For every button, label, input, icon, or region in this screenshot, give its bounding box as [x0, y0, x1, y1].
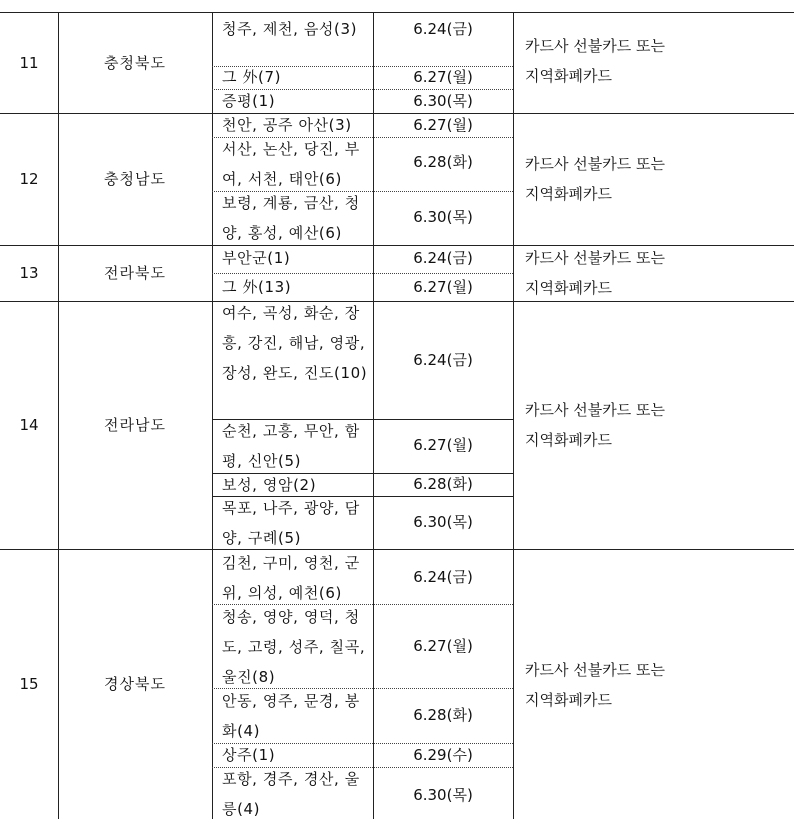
row-number: 12 — [19, 170, 39, 188]
area-list: 상주(1) — [222, 746, 276, 764]
payment-method-line: 카드사 선불카드 또는 — [525, 155, 665, 173]
province-name: 전라북도 — [104, 264, 166, 282]
distribution-date: 6.27(월) — [413, 116, 473, 134]
area-list: 증평(1) — [222, 92, 276, 110]
distribution-date: 6.24(금) — [413, 249, 473, 267]
payment-method-line: 지역화폐카드 — [525, 431, 612, 449]
area-list: 김천, 구미, 영천, 군위, 의성, 예천(6) — [222, 554, 360, 602]
province-name: 전라남도 — [104, 416, 166, 434]
payment-method-line: 카드사 선불카드 또는 — [525, 661, 665, 679]
area-list: 순천, 고흥, 무안, 함평, 신안(5) — [222, 422, 360, 470]
area-list: 안동, 영주, 문경, 봉화(4) — [222, 692, 360, 740]
payment-method-line: 카드사 선불카드 또는 — [525, 37, 665, 55]
distribution-date: 6.27(월) — [413, 278, 473, 296]
distribution-date: 6.30(목) — [413, 513, 473, 531]
payment-method — [513, 30, 794, 92]
distribution-date: 6.27(월) — [413, 637, 473, 655]
distribution-date: 6.24(금) — [413, 568, 473, 586]
province-name: 충청북도 — [104, 53, 166, 72]
area-list: 서산, 논산, 당진, 부여, 서천, 태안(6) — [222, 140, 360, 188]
payment-method-line: 지역화폐카드 — [525, 67, 612, 85]
distribution-date: 6.30(목) — [413, 786, 473, 804]
area-list: 천안, 공주 아산(3) — [222, 116, 352, 134]
row-number: 13 — [19, 264, 39, 282]
distribution-date: 6.30(목) — [413, 92, 473, 110]
area-list: 보성, 영암(2) — [222, 476, 317, 494]
payment-method-line: 지역화폐카드 — [525, 185, 612, 203]
payment-method-line: 카드사 선불카드 또는 — [525, 249, 665, 267]
payment-method — [513, 394, 794, 456]
area-list: 포항, 경주, 경산, 울릉(4) — [222, 770, 360, 818]
distribution-date: 6.29(수) — [413, 746, 473, 764]
area-list: 그 外(13) — [222, 278, 292, 296]
area-list: 그 外(7) — [222, 68, 282, 86]
payment-method-line: 지역화폐카드 — [525, 691, 612, 709]
row-number: 15 — [19, 675, 39, 693]
payment-method-line: 카드사 선불카드 또는 — [525, 401, 665, 419]
row-number: 11 — [19, 53, 39, 72]
payment-method — [513, 148, 794, 210]
distribution-date: 6.27(월) — [413, 436, 473, 454]
area-list: 여수, 곡성, 화순, 장흥, 강진, 해남, 영광, 장성, 완도, 진도(10) — [222, 304, 368, 382]
distribution-date: 6.30(목) — [413, 208, 473, 226]
payment-method — [513, 654, 794, 716]
area-list: 목포, 나주, 광양, 담양, 구례(5) — [222, 499, 360, 547]
province-name: 경상북도 — [104, 675, 166, 693]
area-list: 청송, 영양, 영덕, 청도, 고령, 성주, 칠곡, 울진(8) — [222, 608, 366, 686]
row-number: 14 — [19, 416, 39, 434]
payment-method — [513, 242, 794, 304]
area-list: 청주, 제천, 음성(3) — [222, 20, 358, 38]
distribution-date: 6.28(화) — [413, 153, 473, 171]
distribution-date: 6.28(화) — [413, 706, 473, 724]
distribution-date: 6.27(월) — [413, 68, 473, 86]
area-list: 보령, 계룡, 금산, 청양, 홍성, 예산(6) — [222, 194, 360, 242]
distribution-date: 6.24(금) — [413, 351, 473, 369]
distribution-date: 6.28(화) — [413, 475, 473, 493]
distribution-date: 6.24(금) — [413, 20, 473, 38]
province-name: 충청남도 — [104, 170, 166, 188]
payment-method-line: 지역화폐카드 — [525, 279, 612, 297]
area-list: 부안군(1) — [222, 249, 291, 267]
